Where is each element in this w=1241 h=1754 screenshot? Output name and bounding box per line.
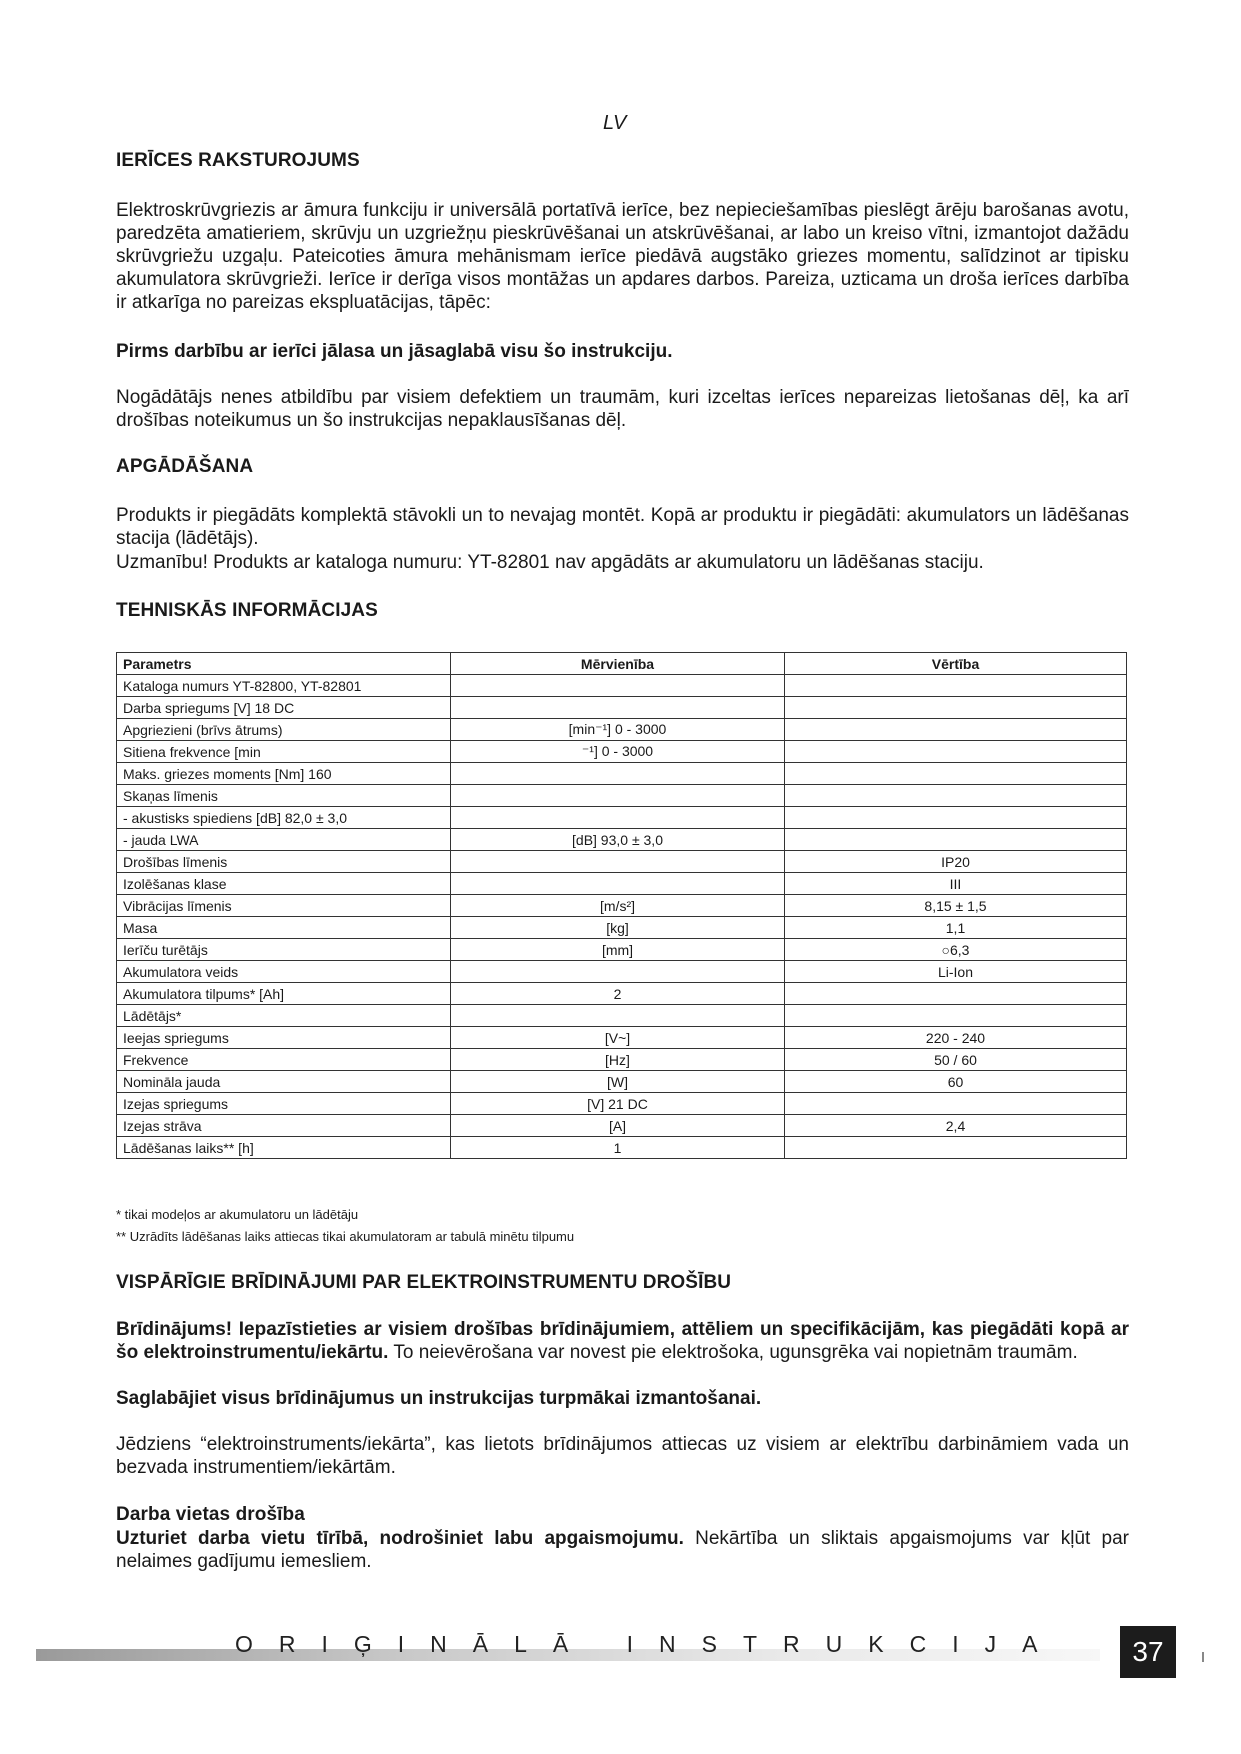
table-row	[117, 873, 1127, 895]
table-row	[117, 1049, 1127, 1071]
table-cell: Ierīču turētājs	[117, 939, 451, 961]
table-cell: Akumulatora tilpums* [Ah]	[117, 983, 451, 1005]
table-row	[117, 697, 1127, 719]
table-cell: 220 - 240	[785, 1027, 1127, 1049]
table-cell: Maks. griezes moments [Nm] 160	[117, 763, 451, 785]
table-cell: Izejas strāva	[117, 1115, 451, 1137]
table-row	[117, 1137, 1127, 1159]
table-cell: ⁻¹] 0 - 3000	[451, 741, 785, 763]
table-cell	[451, 851, 785, 873]
table-cell: 8,15 ± 1,5	[785, 895, 1127, 917]
general-warning-rest: To neievērošana var novest pie elektrošoka, ugunsgrēka vai nopietnām traumām.	[388, 1342, 1078, 1363]
table-cell	[785, 741, 1127, 763]
read-instructions-notice: Pirms darbību ar ierīci jālasa un jāsaglabā visu šo instrukciju.	[116, 341, 673, 362]
table-cell	[785, 807, 1127, 829]
table-cell	[451, 675, 785, 697]
supply-paragraph: Produkts ir piegādāts komplektā stāvokli un to nevajag montēt. Kopā ar produktu ir piegādāti: akumulators un lādēšanas stacija (lādētājs).	[116, 505, 1129, 549]
table-row	[117, 961, 1127, 983]
table-cell: 50 / 60	[785, 1049, 1127, 1071]
table-row	[117, 785, 1127, 807]
page-edge-mark	[1202, 1652, 1204, 1662]
keep-instructions-notice: Saglabājiet visus brīdinājumus un instrukcijas turpmākai izmantošanai.	[116, 1388, 762, 1409]
table-cell: Izejas spriegums	[117, 1093, 451, 1115]
table-cell: Darba spriegums [V] 18 DC	[117, 697, 451, 719]
table-row	[117, 675, 1127, 697]
page-number: 37	[1120, 1626, 1176, 1678]
table-header-cell: Mērvienība	[451, 653, 785, 675]
table-cell	[451, 1005, 785, 1027]
table-cell: Akumulatora veids	[117, 961, 451, 983]
table-cell	[785, 675, 1127, 697]
table-row	[117, 917, 1127, 939]
table-row	[117, 741, 1127, 763]
table-cell: [V~]	[451, 1027, 785, 1049]
table-cell: Nomināla jauda	[117, 1071, 451, 1093]
table-cell: [dB] 93,0 ± 3,0	[451, 829, 785, 851]
workplace-safety-rest: Nekārtība un sliktais apgaismojums var kļūt par nelaimes gadījumu iemesliem.	[116, 1528, 1129, 1572]
table-cell	[785, 1137, 1127, 1159]
table-cell	[451, 961, 785, 983]
footnote-1: * tikai modeļos ar akumulatoru un lādētāju	[116, 1207, 359, 1222]
table-cell	[785, 829, 1127, 851]
table-row	[117, 1115, 1127, 1137]
table-row	[117, 1005, 1127, 1027]
table-row	[117, 807, 1127, 829]
table-cell: Drošības līmenis	[117, 851, 451, 873]
table-cell	[785, 983, 1127, 1005]
table-cell: Izolēšanas klase	[117, 873, 451, 895]
table-cell: Lādēšanas laiks** [h]	[117, 1137, 451, 1159]
table-cell: Li-Ion	[785, 961, 1127, 983]
table-cell: Apgriezieni (brīvs ātrums)	[117, 719, 451, 741]
table-cell: [m/s²]	[451, 895, 785, 917]
footer-original-instruction: ORIĢINĀLĀ INSTRUKCIJA	[235, 1631, 1064, 1657]
table-cell: [mm]	[451, 939, 785, 961]
liability-disclaimer: Nogādātājs nenes atbildību par visiem defektiem un traumām, kuri izceltas ierīces nepareizas lietošanas dēļ, ka arī drošības noteikumus un šo instrukcijas nepaklausīšanas dēļ.	[116, 387, 1129, 431]
technical-data-table	[116, 652, 1127, 1159]
table-cell: Frekvence	[117, 1049, 451, 1071]
table-cell	[785, 697, 1127, 719]
table-cell: 2,4	[785, 1115, 1127, 1137]
workplace-safety-bold: Uzturiet darba vietu tīrībā, nodrošiniet labu apgaismojumu.	[116, 1528, 684, 1549]
device-description-paragraph: Elektroskrūvgriezis ar āmura funkciju ir universālā portatīvā ierīce, bez nepieciešamības pieslēgt ārēju barošanas avotu, paredzēta amatieriem, skrūvju un uzgriežņu pieskrūvēšanai un atskrūvēšanai, ar labo un kreiso vītni, izmantojot dažādu skrūvgriežu uzgaļu. Pateicoties āmura mehānismam ierīce piedāvā augstāko griezes momentu, salīdzinot ar tipisku akumulatora skrūvgrieži. Ierīce ir derīga visos montāžas un apdares darbos. Pareiza, uzticama un droša ierīces darbība ir atkarīga no pareizas ekspluatācijas, tāpēc:	[116, 200, 1129, 313]
table-row	[117, 939, 1127, 961]
table-cell: ○6,3	[785, 939, 1127, 961]
workplace-safety-paragraph	[116, 1527, 1129, 1573]
term-definition-paragraph: Jēdziens “elektroinstruments/iekārta”, kas lietots brīdinājumos attiecas uz visiem ar elektrību darbināmiem vada un bezvada instrumentiem/iekārtām.	[116, 1434, 1129, 1478]
table-cell: 1,1	[785, 917, 1127, 939]
table-cell	[451, 873, 785, 895]
table-header-cell: Vērtība	[785, 653, 1127, 675]
table-cell: [min⁻¹] 0 - 3000	[451, 719, 785, 741]
table-cell: 60	[785, 1071, 1127, 1093]
table-header-cell: Parametrs	[117, 653, 451, 675]
section-title-general-warnings: VISPĀRĪGIE BRĪDINĀJUMI PAR ELEKTROINSTRUMENTU DROŠĪBU	[116, 1272, 732, 1293]
table-row	[117, 983, 1127, 1005]
table-cell	[785, 1005, 1127, 1027]
section-title-technical-info: TEHNISKĀS INFORMĀCIJAS	[116, 600, 378, 621]
table-cell: [A]	[451, 1115, 785, 1137]
general-warning-paragraph	[116, 1318, 1129, 1364]
table-cell	[785, 1093, 1127, 1115]
table-cell	[451, 763, 785, 785]
table-cell	[785, 785, 1127, 807]
table-cell: [V] 21 DC	[451, 1093, 785, 1115]
table-cell: Sitiena frekvence [min	[117, 741, 451, 763]
table-row	[117, 1093, 1127, 1115]
table-cell: Skaņas līmenis	[117, 785, 451, 807]
section-title-workplace-safety: Darba vietas drošība	[116, 1504, 305, 1525]
table-row	[117, 719, 1127, 741]
table-cell: 2	[451, 983, 785, 1005]
table-cell: 1	[451, 1137, 785, 1159]
supply-warning: Uzmanību! Produkts ar kataloga numuru: YT-82801 nav apgādāts ar akumulatoru un lādēšanas staciju.	[116, 552, 984, 573]
section-title-device-description: IERĪCES RAKSTUROJUMS	[116, 150, 360, 171]
footnote-2: ** Uzrādīts lādēšanas laiks attiecas tikai akumulatoram ar tabulā minētu tilpumu	[116, 1229, 575, 1244]
table-cell	[451, 697, 785, 719]
table-row	[117, 1071, 1127, 1093]
table-cell: Kataloga numurs YT-82800, YT-82801	[117, 675, 451, 697]
table-cell: [Hz]	[451, 1049, 785, 1071]
table-cell: Masa	[117, 917, 451, 939]
language-label: LV	[603, 112, 627, 134]
table-cell	[451, 785, 785, 807]
table-cell	[785, 763, 1127, 785]
table-cell: - jauda LWA	[117, 829, 451, 851]
table-cell: - akustisks spiediens [dB] 82,0 ± 3,0	[117, 807, 451, 829]
table-row	[117, 829, 1127, 851]
section-title-supply: APGĀDĀŠANA	[116, 456, 254, 477]
table-cell: III	[785, 873, 1127, 895]
table-cell	[785, 719, 1127, 741]
table-cell: Lādētājs*	[117, 1005, 451, 1027]
table-row	[117, 763, 1127, 785]
table-cell: IP20	[785, 851, 1127, 873]
table-row	[117, 895, 1127, 917]
table-cell: [kg]	[451, 917, 785, 939]
general-warning-bold: Brīdinājums! Iepazīstieties ar visiem drošības brīdinājumiem, attēliem un specifikācijām, kas piegādāti kopā ar šo elektroinstrumentu/iekārtu.	[116, 1319, 1129, 1363]
table-cell: [W]	[451, 1071, 785, 1093]
table-cell: Vibrācijas līmenis	[117, 895, 451, 917]
table-header-row	[117, 653, 1127, 675]
table-row	[117, 1027, 1127, 1049]
table-cell	[451, 807, 785, 829]
table-cell: Ieejas spriegums	[117, 1027, 451, 1049]
table-row	[117, 851, 1127, 873]
